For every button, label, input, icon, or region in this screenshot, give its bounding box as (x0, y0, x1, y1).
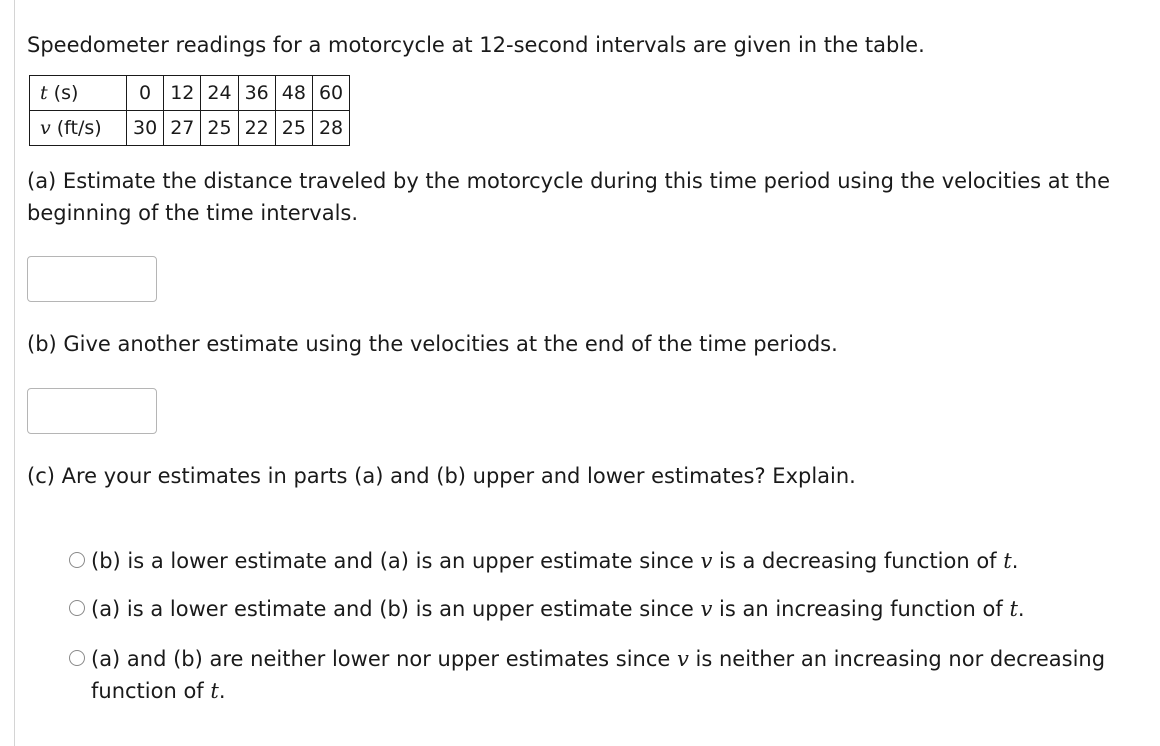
choice-option-3[interactable] (69, 643, 1129, 707)
time-cell: 0 (127, 76, 164, 111)
time-variable: t (40, 82, 48, 104)
velocity-variable: v (676, 647, 689, 671)
time-cell: 36 (238, 76, 275, 111)
choice-text-part: (b) is a lower estimate and (a) is an upper estimate since (91, 549, 701, 573)
part-b-answer-input[interactable] (27, 388, 157, 434)
velocity-cell: 30 (127, 111, 164, 146)
velocity-cell: 25 (275, 111, 312, 146)
choice-label (91, 643, 1129, 707)
choice-option-2[interactable] (69, 593, 1129, 625)
velocity-cell: 27 (164, 111, 201, 146)
time-cell: 48 (275, 76, 312, 111)
time-row-header (30, 76, 127, 111)
time-cell: 12 (164, 76, 201, 111)
velocity-variable: v (700, 597, 713, 621)
radio-button[interactable] (69, 600, 85, 616)
time-cell: 60 (312, 76, 349, 111)
speedometer-table (29, 75, 350, 146)
velocity-variable: v (700, 549, 713, 573)
choice-option-1[interactable] (69, 545, 1129, 577)
time-variable: t (1009, 597, 1018, 621)
choice-text-part: is an increasing function of (712, 597, 1010, 621)
time-row (30, 76, 350, 111)
radio-button[interactable] (69, 552, 85, 568)
velocity-unit: (ft/s) (50, 117, 102, 139)
velocity-cell: 22 (238, 111, 275, 146)
choice-text-part: is a decreasing function of (712, 549, 1004, 573)
problem-intro: Speedometer readings for a motorcycle at 12-second intervals are given in the table. (27, 33, 925, 57)
part-b-question: (b) Give another estimate using the velocities at the end of the time periods. (27, 332, 838, 356)
choice-text-part: . (1017, 597, 1025, 621)
velocity-row (30, 111, 350, 146)
time-variable: t (210, 679, 219, 703)
velocity-variable: v (40, 117, 51, 139)
radio-button[interactable] (69, 650, 85, 666)
choice-label (91, 545, 1129, 577)
part-c-question: (c) Are your estimates in parts (a) and (b) upper and lower estimates? Explain. (27, 464, 856, 488)
velocity-cell: 28 (312, 111, 349, 146)
choice-label (91, 593, 1129, 625)
choice-text-part: is neither an increasing nor decreasing function of (91, 647, 1106, 703)
choice-text-part: . (1011, 549, 1019, 573)
choice-text-part: (a) is a lower estimate and (b) is an upper estimate since (91, 597, 701, 621)
part-a-answer-input[interactable] (27, 256, 157, 302)
velocity-cell: 25 (201, 111, 238, 146)
left-border (14, 0, 15, 746)
velocity-row-header (30, 111, 127, 146)
time-cell: 24 (201, 76, 238, 111)
part-a-question: (a) Estimate the distance traveled by the motorcycle during this time period using the velocities at the beginning of the time intervals. (27, 169, 1110, 225)
choice-text-part: . (218, 679, 226, 703)
time-unit: (s) (47, 82, 79, 104)
choice-text-part: (a) and (b) are neither lower nor upper estimates since (91, 647, 677, 671)
time-variable: t (1003, 549, 1012, 573)
